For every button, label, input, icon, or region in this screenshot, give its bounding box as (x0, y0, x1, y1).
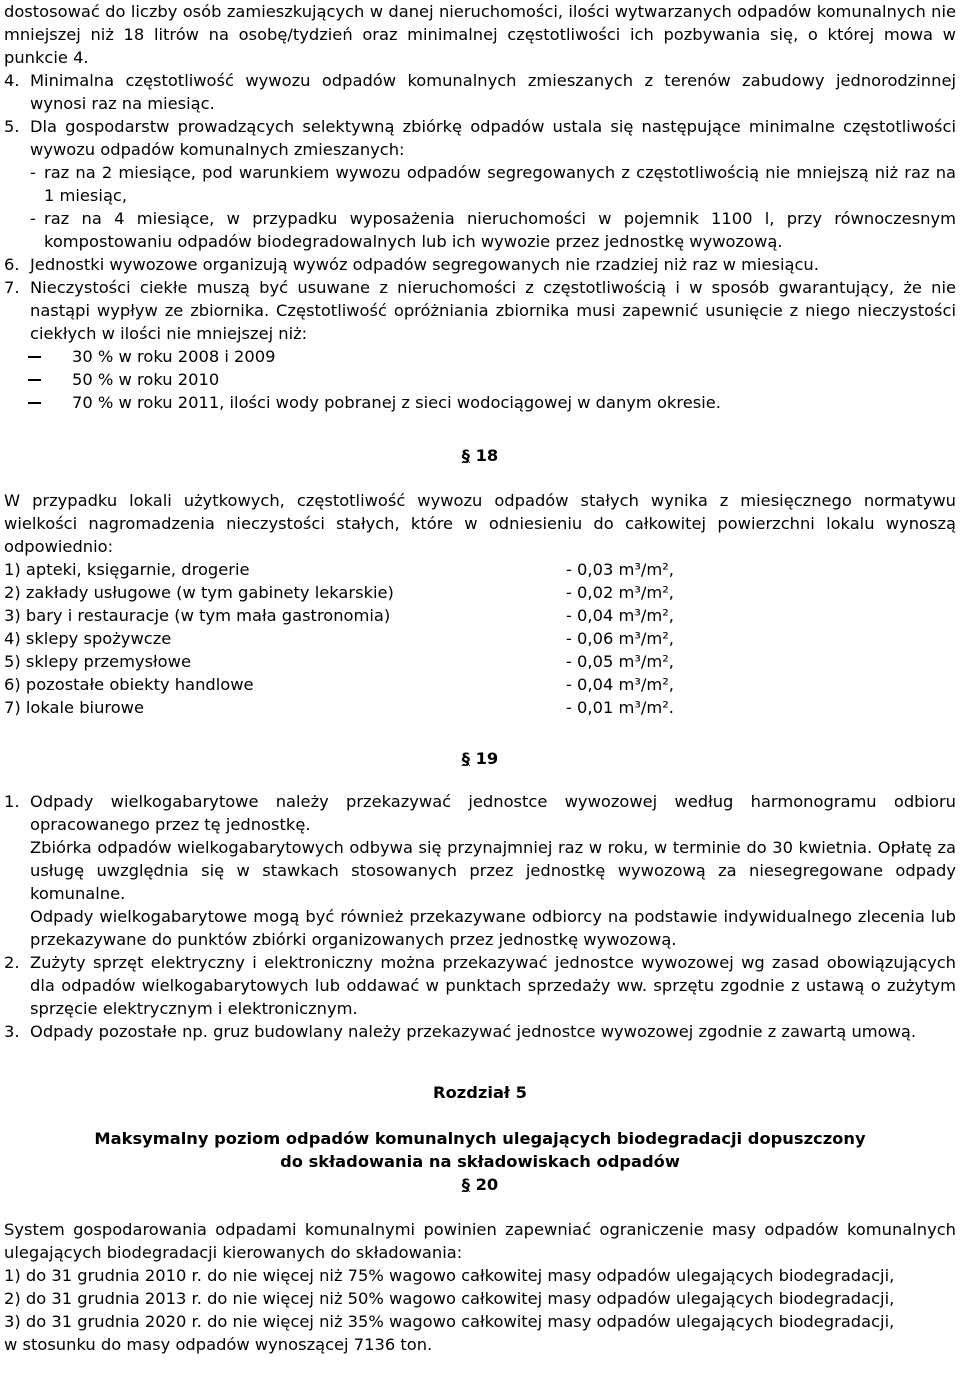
rate-value: - 0,05 m³/m², (566, 652, 674, 671)
dash-bullet (28, 356, 41, 358)
rate-label: 4) sklepy spożywcze (4, 629, 172, 648)
section-sign: § (461, 749, 470, 768)
continuation-paragraph: dostosować do liczby osób zamieszkujących w danej nieruchomości, ilości wytwarzanych odpadów komunalnych nie mniejszej niż 18 litrów na osobę/tydzień oraz minimalnej częstotliwości ich pozbywania się, o której mowa w punkcie 4. (4, 2, 956, 67)
item-paragraph: Odpady wielkogabarytowe należy przekazywać jednostce wywozowej według harmonogramu odbioru opracowanego przez tę jednostkę. (30, 792, 956, 834)
rate-label: 1) apteki, księgarnie, drogerie (4, 560, 250, 579)
sub-item (30, 161, 956, 207)
list-item-text: 30 % w roku 2008 i 2009 (72, 347, 276, 366)
section-19-item-1 (4, 790, 956, 951)
sub-item-marker: - (30, 163, 36, 182)
rate-row (4, 604, 956, 627)
item-text: Dla gospodarstw prowadzących selektywną zbiórkę odpadów ustala się następujące minimalne częstotliwości wywozu odpadów komunalnych zmieszanych: (30, 117, 956, 159)
item-text: Nieczystości ciekłe muszą być usuwane z nieruchomości z częstotliwością i w sposób gwarantujący, że nie nastąpi wypływ ze zbiornika. Częstotliwość opróżniania zbiornika musi zapewnić usunięcie z niego nieczystości ciekłych w ilości nie mniejszej niż: (30, 278, 956, 343)
section-19-heading (4, 747, 956, 770)
item-7 (4, 276, 956, 345)
section-20-heading (4, 1173, 956, 1196)
chapter-title (4, 1127, 956, 1173)
item-text: Minimalna częstotliwość wywozu odpadów komunalnych zmieszanych z terenów zabudowy jednorodzinnej wynosi raz na miesiąc. (30, 71, 956, 113)
section-number: 18 (475, 446, 499, 465)
section-sign: § (461, 1175, 470, 1194)
item-number: 3. (4, 1022, 20, 1041)
item-number: 5. (4, 117, 20, 136)
section-18-heading (4, 444, 956, 467)
section-18-intro: W przypadku lokali użytkowych, częstotliwość wywozu odpadów stałych wynika z miesięcznego normatywu wielkości nagromadzenia nieczystości stałych, które w odniesieniu do całkowitej powierzchni lokalu wynoszą odpowiednio: (4, 491, 956, 556)
dash-bullet (28, 402, 41, 404)
section-20-closing: w stosunku do masy odpadów wynoszącej 7136 ton. (4, 1335, 433, 1354)
rate-value: - 0,04 m³/m², (566, 606, 674, 625)
section-20-item: 3) do 31 grudnia 2020 r. do nie więcej niż 35% wagowo całkowitej masy odpadów ulegających biodegradacji, (4, 1312, 895, 1331)
list-item (4, 368, 956, 391)
item-5 (4, 115, 956, 161)
rate-value: - 0,03 m³/m², (566, 560, 674, 579)
list-item-text: 50 % w roku 2010 (72, 370, 220, 389)
rate-value: - 0,04 m³/m², (566, 675, 674, 694)
rate-label: 3) bary i restauracje (w tym mała gastronomia) (4, 606, 391, 625)
list-item (4, 345, 956, 368)
chapter-title-line: Maksymalny poziom odpadów komunalnych ulegających biodegradacji dopuszczony (94, 1129, 866, 1148)
dash-bullet (28, 379, 41, 381)
rate-label: 5) sklepy przemysłowe (4, 652, 191, 671)
chapter-title-line: do składowania na składowiskach odpadów (280, 1152, 680, 1171)
rate-label: 6) pozostałe obiekty handlowe (4, 675, 254, 694)
section-20-item: 2) do 31 grudnia 2013 r. do nie więcej niż 50% wagowo całkowitej masy odpadów ulegających biodegradacji, (4, 1289, 895, 1308)
section-20-item: 1) do 31 grudnia 2010 r. do nie więcej niż 75% wagowo całkowitej masy odpadów ulegających biodegradacji, (4, 1266, 895, 1285)
section-20-intro: System gospodarowania odpadami komunalnymi powinien zapewniać ograniczenie masy odpadów komunalnych ulegających biodegradacji kierowanych do składowania: (4, 1220, 956, 1262)
section-19-item-2 (4, 951, 956, 1020)
sub-item-text: raz na 2 miesiące, pod warunkiem wywozu odpadów segregowanych z częstotliwością nie mniejszą niż raz na 1 miesiąc, (44, 163, 956, 205)
sub-item-marker: - (30, 209, 36, 228)
section-number: 20 (475, 1175, 499, 1194)
rate-row (4, 650, 956, 673)
rate-row (4, 558, 956, 581)
item-number: 6. (4, 255, 20, 274)
section-number: 19 (475, 749, 499, 768)
chapter-heading: Rozdział 5 (433, 1083, 527, 1102)
rate-row (4, 581, 956, 604)
sub-item (30, 207, 956, 253)
rate-value: - 0,01 m³/m². (566, 698, 674, 717)
item-4 (4, 69, 956, 115)
item-5-sublist (4, 161, 956, 253)
rate-label: 2) zakłady usługowe (w tym gabinety lekarskie) (4, 583, 394, 602)
rate-row (4, 627, 956, 650)
rate-value: - 0,02 m³/m², (566, 583, 674, 602)
item-number: 1. (4, 792, 20, 811)
section-19-item-3 (4, 1020, 956, 1043)
sub-item-text: raz na 4 miesiące, w przypadku wyposażenia nieruchomości w pojemnik 1100 l, przy równoczesnym kompostowaniu odpadów biodegradowalnych lub ich wywozie przez jednostkę wywozową. (44, 209, 956, 251)
rate-row (4, 696, 956, 719)
item-number: 4. (4, 71, 20, 90)
section-sign: § (461, 446, 470, 465)
item-6 (4, 253, 956, 276)
item-text: Odpady pozostałe np. gruz budowlany należy przekazywać jednostce wywozowej zgodnie z zawartą umową. (30, 1022, 917, 1041)
item-number: 2. (4, 953, 20, 972)
list-item (4, 391, 956, 414)
item-number: 7. (4, 278, 20, 297)
rates-list (4, 558, 956, 719)
rate-value: - 0,06 m³/m², (566, 629, 674, 648)
item-paragraph: Odpady wielkogabarytowe mogą być również przekazywane odbiorcy na podstawie indywidualnego zlecenia lub przekazywane do punktów zbiórki organizowanych przez jednostkę wywozową. (30, 907, 956, 949)
rate-row (4, 673, 956, 696)
item-text: Jednostki wywozowe organizują wywóz odpadów segregowanych nie rzadziej niż raz w miesiącu. (30, 255, 819, 274)
list-item-text: 70 % w roku 2011, ilości wody pobranej z sieci wodociągowej w danym okresie. (72, 393, 721, 412)
percentage-list (4, 345, 956, 414)
item-paragraph: Zbiórka odpadów wielkogabarytowych odbywa się przynajmniej raz w roku, w terminie do 30 kwietnia. Opłatę za usługę uwzględnia się w stawkach stosowanych przez jednostkę wywozową za niesegregowane odpady komunalne. (30, 838, 956, 903)
rate-label: 7) lokale biurowe (4, 698, 145, 717)
item-text: Zużyty sprzęt elektryczny i elektroniczny można przekazywać jednostce wywozowej wg zasad obowiązujących dla odpadów wielkogabarytowych lub oddawać w punktach sprzedaży ww. sprzętu zgodnie z ustawą o zużytym sprzęcie elektrycznym i elektronicznym. (30, 953, 956, 1018)
